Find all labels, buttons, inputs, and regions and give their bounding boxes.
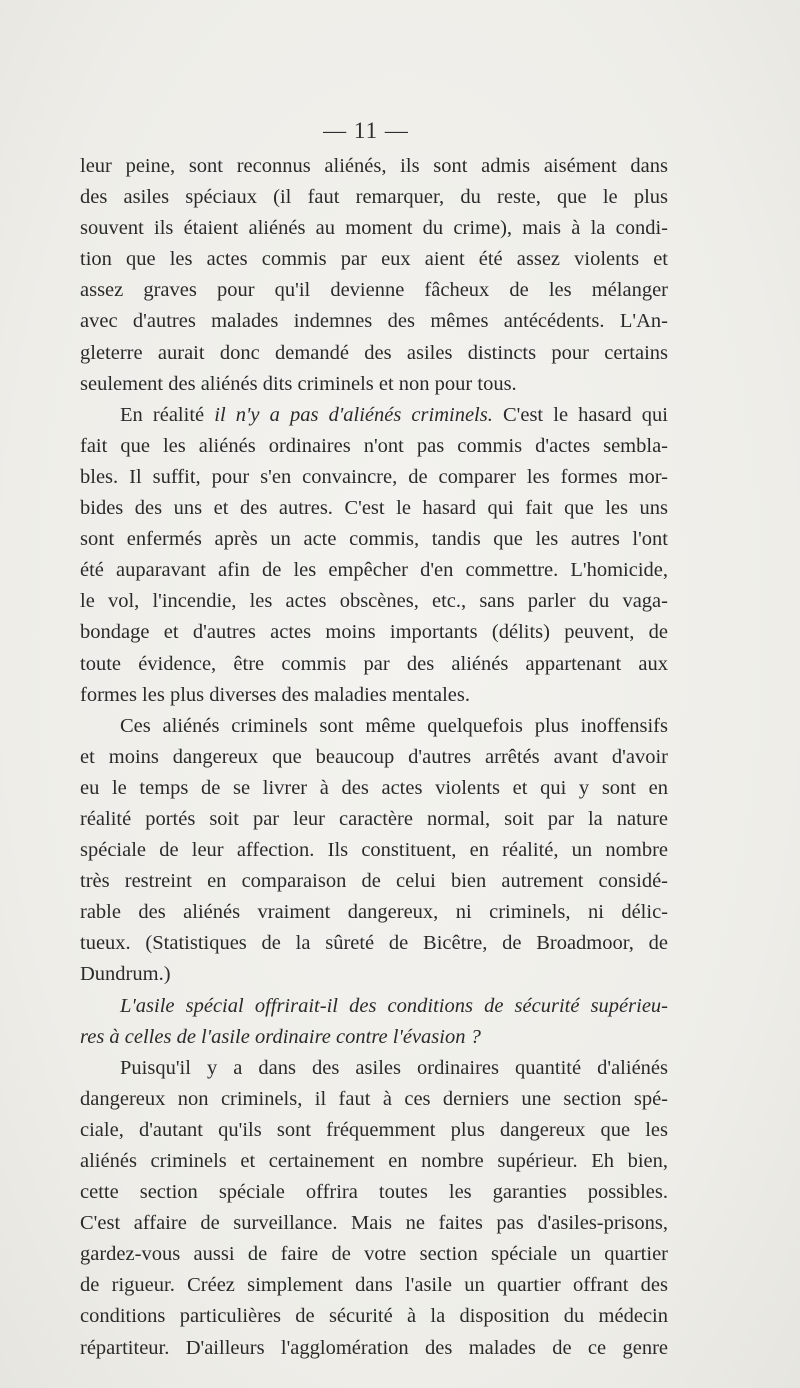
text-line: formes les plus diverses des maladies mentales. <box>80 683 470 706</box>
text-line: aliénés criminels et certainement en nombre supérieur. Eh bien, <box>80 1150 668 1172</box>
text-line: réalité portés soit par leur caractère normal, soit par la nature <box>80 807 668 830</box>
text-line: gleterre aurait donc demandé des asiles distincts pour certains <box>80 341 668 364</box>
text-line: rable des aliénés vraiment dangereux, ni criminels, ni délic- <box>80 901 668 924</box>
text-line: cette section spéciale offrira toutes les garanties possibles. <box>80 1181 668 1204</box>
text-line: été auparavant afin de les empêcher d'en commettre. L'homicide, <box>80 559 668 582</box>
section-question: res à celles de l'asile ordinaire contre l'évasion ? <box>80 1025 481 1048</box>
text-line: très restreint en comparaison de celui bien autrement considé- <box>80 870 668 893</box>
text-line: leur peine, sont reconnus aliénés, ils sont admis aisément dans <box>80 155 668 177</box>
text-line: Dundrum.) <box>80 963 171 986</box>
text-line: des asiles spéciaux (il faut remarquer, du reste, que le plus <box>80 186 668 209</box>
body-text <box>80 151 668 1364</box>
text-line: répartiteur. D'ailleurs l'agglomération des malades de ce genre <box>80 1336 668 1359</box>
text-fragment: C'est le hasard qui <box>492 403 668 426</box>
text-line: Puisqu'il y a dans des asiles ordinaires quantité d'aliénés <box>120 1056 668 1079</box>
text-line: le vol, l'incendie, les actes obscènes, etc., sans parler du vaga- <box>80 590 668 613</box>
text-line: fait que les aliénés ordinaires n'ont pas commis d'actes sembla- <box>80 434 668 457</box>
text-line: avec d'autres malades indemnes des mêmes antécédents. L'An- <box>80 310 668 333</box>
text-line: gardez-vous aussi de faire de votre section spéciale un quartier <box>80 1243 668 1266</box>
text-line: de rigueur. Créez simplement dans l'asile un quartier offrant des <box>80 1274 668 1297</box>
text-line: eu le temps de se livrer à des actes violents et qui y sont en <box>80 776 668 799</box>
text-line: conditions particulières de sécurité à la disposition du médecin <box>80 1305 668 1328</box>
text-line: C'est affaire de surveillance. Mais ne faites pas d'asiles-prisons, <box>80 1212 668 1235</box>
text-line: bles. Il suffit, pour s'en convaincre, de comparer les formes mor- <box>80 465 668 488</box>
text-line <box>80 400 668 431</box>
text-line: sont enfermés après un acte commis, tandis que les autres l'ont <box>80 528 668 551</box>
text-line: assez graves pour qu'il devienne fâcheux de les mélanger <box>80 279 668 302</box>
text-line: bondage et d'autres actes moins importants (délits) peuvent, de <box>80 621 668 644</box>
page-number: — 11 — <box>323 118 409 143</box>
emphasis-text: il n'y a pas d'aliénés criminels. <box>214 403 493 426</box>
text-line: toute évidence, être commis par des aliénés appartenant aux <box>80 652 668 675</box>
text-line: tueux. (Statistiques de la sûreté de Bicêtre, de Broadmoor, de <box>80 932 668 955</box>
section-question: L'asile spécial offrirait-il des conditions de sécurité supérieu- <box>120 994 668 1017</box>
text-line: et moins dangereux que beaucoup d'autres arrêtés avant d'avoir <box>80 745 668 768</box>
text-line: seulement des aliénés dits criminels et non pour tous. <box>80 372 517 395</box>
text-line: Ces aliénés criminels sont même quelquefois plus inoffensifs <box>120 714 668 737</box>
text-line: souvent ils étaient aliénés au moment du crime), mais à la condi- <box>80 217 668 240</box>
text-line: spéciale de leur affection. Ils constituent, en réalité, un nombre <box>80 839 668 862</box>
text-fragment: En réalité <box>120 403 215 426</box>
text-line: dangereux non criminels, il faut à ces derniers une section spé- <box>80 1087 668 1110</box>
text-line: ciale, d'autant qu'ils sont fréquemment plus dangereux que les <box>80 1118 668 1141</box>
text-line: bides des uns et des autres. C'est le hasard qui fait que les uns <box>80 497 668 520</box>
text-line: tion que les actes commis par eux aient été assez violents et <box>80 248 668 271</box>
